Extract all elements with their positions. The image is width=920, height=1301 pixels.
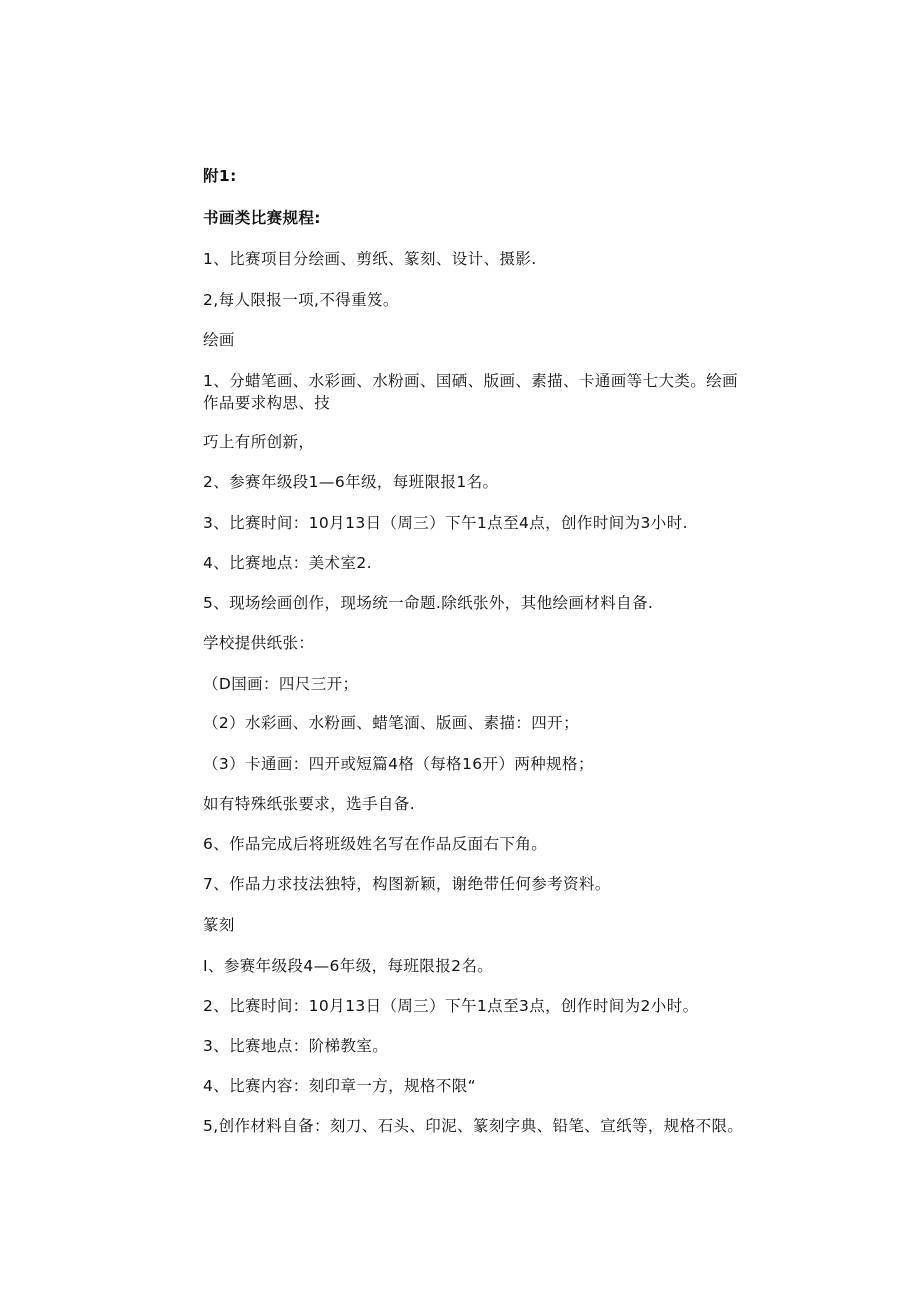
- seal-heading: 篆刻: [203, 916, 235, 934]
- seal-item-3: 3、比赛地点：阶梯教室。: [203, 1037, 389, 1055]
- painting-item-3: 3、比赛时间：10月13日（周三）下午1点至4点，创作时间为3小时.: [203, 514, 688, 532]
- painting-item-7: 7、作品力求技法独特，构图新颖，谢绝带任何参考资料。: [203, 875, 611, 893]
- paper-item-2: （2）水彩画、水粉画、蜡笔湎、版画、素描：四开；: [203, 714, 579, 732]
- seal-item-4: 4、比赛内容：刻印章一方，规格不限“: [203, 1077, 477, 1095]
- general-rule-1: 1、比赛项目分绘画、剪纸、篆刻、设计、摄影.: [203, 250, 537, 268]
- paper-intro: 学校提供纸张：: [203, 634, 315, 652]
- painting-item-4: 4、比赛地点：美术室2.: [203, 554, 372, 572]
- painting-item-1-line-1: 1、分蜡笔画、水彩画、水粉画、国硒、版画、素描、卡通画等七大类。绘画: [203, 372, 738, 390]
- paper-note: 如有特殊纸张要求，选手自备.: [203, 795, 416, 813]
- paper-item-1: （D国画：四尺三开；: [203, 675, 359, 693]
- paper-item-3: （3）卡通画：四开或短篇4格（每格16开）两种规格；: [203, 755, 594, 773]
- seal-item-1: I、参赛年级段4—6年级，每班限报2名。: [203, 957, 494, 975]
- seal-item-5: 5,创作材料自备：刻刀、石头、印泥、篆刻字典、铅笔、宣纸等，规格不限。: [203, 1117, 744, 1135]
- painting-item-1-line-2: 作品要求构思、技: [203, 394, 331, 412]
- general-rule-2: 2,每人限报一项,不得重笈。: [203, 291, 399, 309]
- painting-item-5: 5、现场绘画创作，现场统一命题.除纸张外，其他绘画材料自备.: [203, 594, 654, 612]
- painting-item-2: 2、参赛年级段1—6年级，每班限报1名。: [203, 473, 499, 491]
- seal-item-2: 2、比赛时间：10月13日（周三）下午1点至3点，创作时间为2小时。: [203, 997, 699, 1015]
- appendix-label: 附1:: [203, 167, 237, 185]
- painting-heading: 绘画: [203, 331, 235, 349]
- painting-item-1-continued: 巧上有所创新，: [203, 433, 315, 451]
- painting-item-6: 6、作品完成后将班级姓名写在作品反面右下角。: [203, 835, 548, 853]
- section-title: 书画类比赛规程:: [203, 209, 321, 227]
